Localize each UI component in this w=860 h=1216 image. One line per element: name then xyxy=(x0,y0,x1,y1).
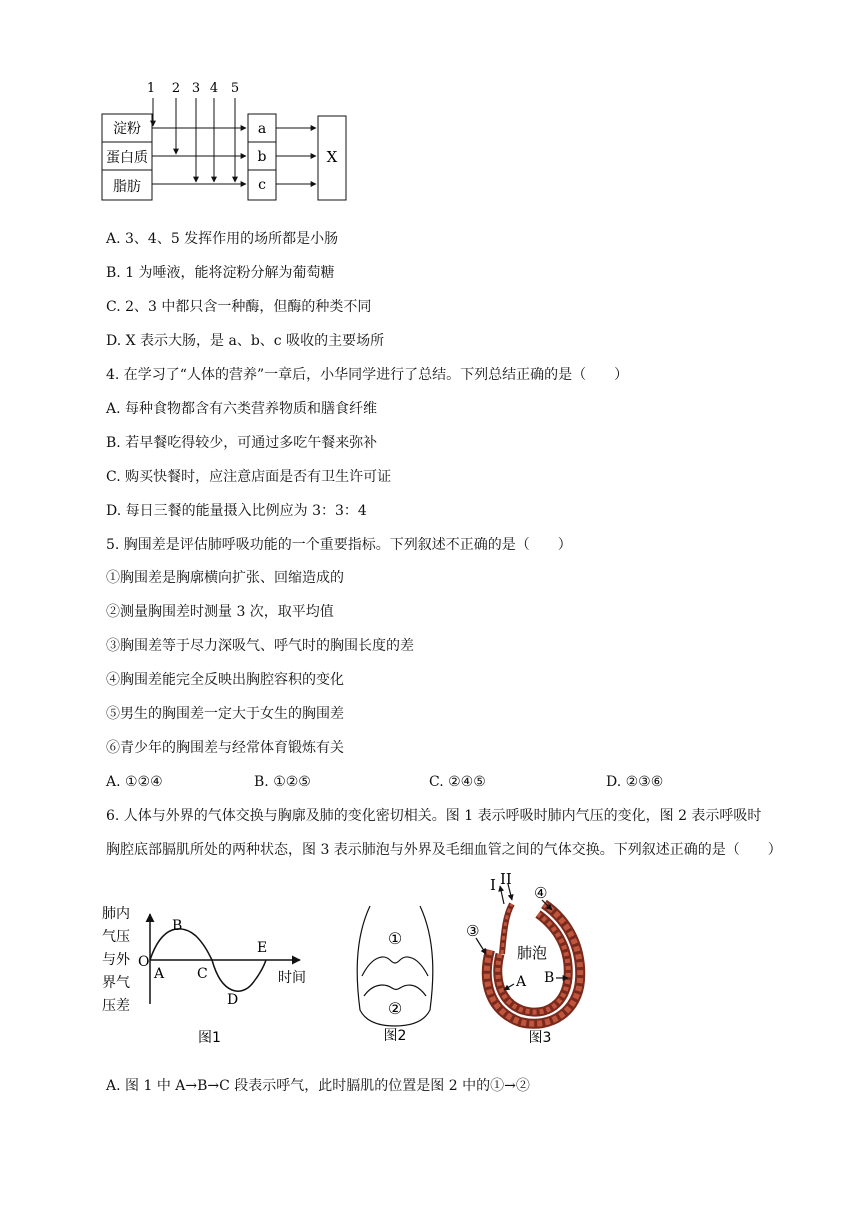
figure-1-pressure-graph xyxy=(100,900,320,1050)
product-c: c xyxy=(258,177,266,193)
fig1-point-e: E xyxy=(257,940,268,956)
q3-option-c: C. 2、3 中都只含一种酶，但酶的种类不同 xyxy=(106,299,372,315)
q4-option-d: D. 每日三餐的能量摄入比例应为 3：3：4 xyxy=(106,503,367,519)
fig3-label-I: I xyxy=(490,876,496,894)
q4-option-a: A. 每种食物都含有六类营养物质和膳食纤维 xyxy=(106,401,378,417)
nutrient-starch: 淀粉 xyxy=(113,121,141,137)
fig1-caption: 图1 xyxy=(198,1030,221,1046)
q5-option-b: B. ①②⑤ xyxy=(254,774,311,790)
q5-option-c: C. ②④⑤ xyxy=(429,774,486,790)
fig3-label-3: ③ xyxy=(466,922,480,940)
fig3-label-4: ④ xyxy=(534,884,548,902)
fig2-label-1: ① xyxy=(387,929,403,948)
fig1-ylabel-3: 与外 xyxy=(102,952,130,968)
figure-3-alveolus xyxy=(460,870,600,1050)
q5-statement-1: ①胸围差是胸廓横向扩张、回缩造成的 xyxy=(106,570,344,586)
fig1-ylabel-5: 压差 xyxy=(102,998,130,1014)
q5-option-d: D. ②③⑥ xyxy=(606,774,664,790)
q5-statement-5: ⑤男生的胸围差一定大于女生的胸围差 xyxy=(106,706,344,722)
fig3-caption: 图3 xyxy=(528,1030,552,1046)
q4-option-b: B. 若早餐吃得较少，可通过多吃午餐来弥补 xyxy=(106,435,378,451)
fig2-caption: 图2 xyxy=(383,1028,407,1044)
enzyme-label-2: 2 xyxy=(171,81,181,96)
fig1-ylabel-2: 气压 xyxy=(102,929,130,945)
q5-statement-2: ②测量胸围差时测量 3 次，取平均值 xyxy=(106,604,334,620)
q6-option-a: A. 图 1 中 A→B→C 段表示呼气，此时膈肌的位置是图 2 中的①→② xyxy=(106,1078,530,1094)
q5-statement-3: ③胸围差等于尽力深吸气、呼气时的胸围长度的差 xyxy=(106,638,414,654)
fig1-point-b: B xyxy=(172,918,183,934)
fig3-label-b: B xyxy=(544,970,555,986)
fig1-point-c: C xyxy=(197,966,208,982)
q3-option-b: B. 1 为唾液，能将淀粉分解为葡萄糖 xyxy=(106,265,335,281)
q5-statement-4: ④胸围差能完全反映出胸腔容积的变化 xyxy=(106,672,344,688)
q6-stem-line2: 胸腔底部膈肌所处的两种状态，图 3 表示肺泡与外界及毛细血管之间的气体交换。下列叙述正确的是（ ） xyxy=(106,842,782,858)
figure-2-diaphragm xyxy=(350,900,440,1050)
fig2-label-2: ② xyxy=(387,999,403,1018)
fig1-ylabel-1: 肺内 xyxy=(102,906,130,922)
fig3-label-alveolus: 肺泡 xyxy=(516,944,548,962)
enzyme-label-1: 1 xyxy=(146,81,156,96)
q3-option-d: D. X 表示大肠，是 a、b、c 吸收的主要场所 xyxy=(106,333,385,349)
fig1-point-a: A xyxy=(154,966,165,982)
q4-stem: 4. 在学习了“人体的营养”一章后，小华同学进行了总结。下列总结正确的是（ ） xyxy=(106,367,629,383)
q5-statement-6: ⑥青少年的胸围差与经常体育锻炼有关 xyxy=(106,740,344,756)
q5-stem: 5. 胸围差是评估肺呼吸功能的一个重要指标。下列叙述不正确的是（ ） xyxy=(106,537,572,553)
fig1-point-d: D xyxy=(227,992,239,1008)
fig1-xlabel: 时间 xyxy=(278,970,306,986)
product-b: b xyxy=(257,149,267,165)
nutrient-fat: 脂肪 xyxy=(113,179,141,195)
product-a: a xyxy=(257,121,267,137)
fig1-point-o: O xyxy=(138,954,150,970)
q6-stem-line1: 6. 人体与外界的气体交换与胸廓及肺的变化密切相关。图 1 表示呼吸时肺内气压的变化，图 2 表示呼吸时 xyxy=(106,808,762,824)
enzyme-label-5: 5 xyxy=(230,81,240,96)
q3-option-a: A. 3、4、5 发挥作用的场所都是小肠 xyxy=(106,231,339,247)
enzyme-label-4: 4 xyxy=(209,81,219,96)
nutrient-protein: 蛋白质 xyxy=(106,150,148,166)
q4-option-c: C. 购买快餐时，应注意店面是否有卫生许可证 xyxy=(106,469,392,485)
fig3-label-II: II xyxy=(500,870,512,888)
digestion-diagram xyxy=(96,76,356,206)
fig1-ylabel-4: 界气 xyxy=(102,975,130,991)
organ-x: X xyxy=(326,148,338,166)
enzyme-label-3: 3 xyxy=(191,81,201,96)
q5-option-a: A. ①②④ xyxy=(106,774,163,790)
fig3-label-a: A xyxy=(516,974,527,990)
